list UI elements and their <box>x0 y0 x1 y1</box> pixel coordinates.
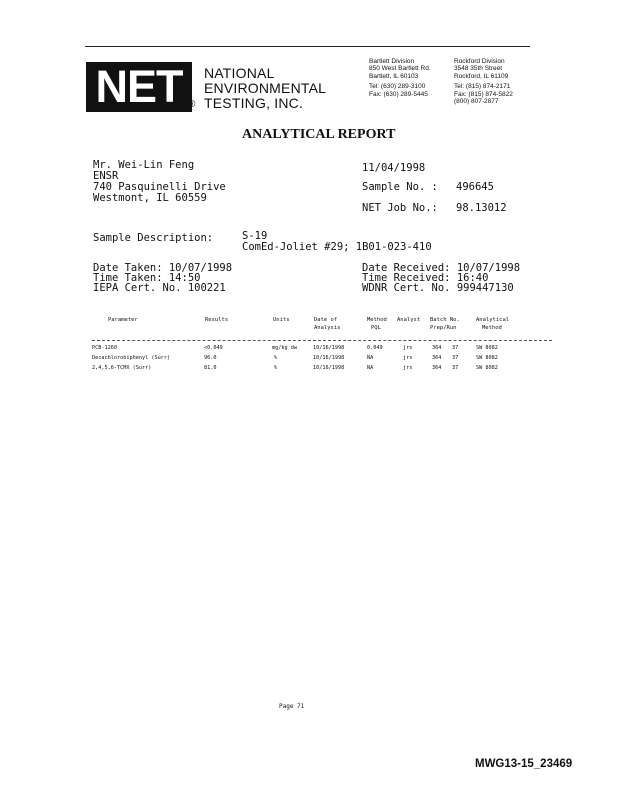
bartlett-division-address <box>369 58 431 98</box>
col-header-units: Units <box>273 317 290 323</box>
row-2-parameter: Decachlorobiphenyl (Surr) <box>92 355 171 361</box>
col-header-batch: Batch No. <box>430 317 460 323</box>
row-3-pql: NA <box>367 365 374 371</box>
time-taken: Time Taken: 14:50 <box>93 272 201 284</box>
division-line: Fax: (815) 874-5822 <box>454 90 513 98</box>
division-line: Rockford, IL 61109 <box>454 72 509 80</box>
division-line: Bartlett Division <box>369 58 415 65</box>
sample-no-value: 496645 <box>456 181 494 193</box>
division-line: Rockford Division <box>454 58 505 65</box>
col-header-pql: PQL <box>371 325 381 331</box>
division-line: 3548 35th Street <box>454 65 503 73</box>
row-1-prep: 364 <box>432 345 442 351</box>
division-line: 850 West Bartlett Rd. <box>369 65 431 73</box>
date-taken: Date Taken: 10/07/1998 <box>93 262 233 274</box>
company-name-line-1: NATIONAL <box>204 65 275 81</box>
row-2-pql: NA <box>367 355 374 361</box>
col-header-date: Date of <box>314 317 338 323</box>
net-logo <box>86 62 192 112</box>
col-header-method: Method <box>367 317 387 323</box>
row-3-analyst: jrs <box>403 365 413 371</box>
iepa-cert: IEPA Cert. No. 100221 <box>93 282 226 294</box>
time-received: Time Received: 16:40 <box>362 272 489 284</box>
row-2-run: 37 <box>452 355 459 361</box>
col-header-results: Results <box>205 317 229 323</box>
row-1-units: mg/kg dw <box>272 345 297 351</box>
row-2-units: % <box>274 355 278 361</box>
col-header-analytical: Analytical <box>476 317 510 323</box>
registered-mark: ® <box>188 99 196 110</box>
col-header-analysis: Analysis <box>314 325 341 331</box>
report-date: 11/04/1998 <box>362 162 426 174</box>
row-3-units: % <box>274 365 278 371</box>
company-name-line-3: TESTING, INC. <box>204 95 304 111</box>
col-header-prep-run: Prep/Run <box>430 325 457 331</box>
division-line: Tel: (815) 874-2171 <box>454 83 511 91</box>
col-header-parameter: Parameter <box>108 317 138 323</box>
report-title: ANALYTICAL REPORT <box>242 127 396 142</box>
division-line: (800) 807-2877 <box>454 98 499 106</box>
recipient-name: Mr. Wei-Lin Feng <box>93 159 195 171</box>
sample-no-label: Sample No. : <box>362 181 438 193</box>
logo-text: NET <box>95 61 183 112</box>
row-1-run: 37 <box>452 345 459 351</box>
job-no-value: 98.13012 <box>456 202 507 214</box>
header-rule <box>85 46 530 47</box>
division-line: Bartlett, IL 60103 <box>369 72 419 80</box>
row-2-analyst: jrs <box>403 355 413 361</box>
row-1-method: SW 8082 <box>476 345 498 351</box>
recipient-city: Westmont, IL 60559 <box>93 192 207 204</box>
row-3-prep: 364 <box>432 365 442 371</box>
sample-description-line-1: S-19 <box>242 230 268 242</box>
row-2-result: 96.0 <box>204 355 217 361</box>
row-3-parameter: 2,4,5,6-TCMX (Surr) <box>92 365 152 371</box>
wdnr-cert: WDNR Cert. No. 999447130 <box>362 282 514 294</box>
recipient-street: 740 Pasquinelli Drive <box>93 181 226 193</box>
col-header-analytical-method: Method <box>482 325 502 331</box>
page-number: Page 71 <box>279 703 305 710</box>
sample-description-label: Sample Description: <box>93 232 214 244</box>
row-3-method: SW 8082 <box>476 365 498 371</box>
row-2-date: 10/16/1998 <box>313 355 345 361</box>
company-name-line-2: ENVIRONMENTAL <box>204 80 327 96</box>
row-3-date: 10/16/1998 <box>313 365 345 371</box>
row-1-analyst: jrs <box>403 345 413 351</box>
document-id: MWG13-15_23469 <box>475 758 573 770</box>
row-1-result: <0.049 <box>204 345 223 351</box>
row-2-method: SW 8082 <box>476 355 498 361</box>
division-line: Tel: (630) 289-3100 <box>369 83 426 91</box>
col-header-analyst: Analyst <box>397 317 421 323</box>
table-rule <box>92 340 552 341</box>
rockford-division-address <box>454 58 513 105</box>
recipient-company: ENSR <box>93 170 119 182</box>
row-1-parameter: PCB-1260 <box>92 345 117 351</box>
date-received: Date Received: 10/07/1998 <box>362 262 521 274</box>
row-2-prep: 364 <box>432 355 442 361</box>
row-1-pql: 0.049 <box>367 345 383 351</box>
row-3-run: 37 <box>452 365 459 371</box>
job-no-label: NET Job No.: <box>362 202 438 214</box>
division-line: Fax: (630) 289-5445 <box>369 90 428 98</box>
sample-description-line-2: ComEd-Joliet #29; 1B01-023-410 <box>242 241 432 253</box>
row-1-date: 10/16/1998 <box>313 345 345 351</box>
row-3-result: 81.0 <box>204 365 217 371</box>
